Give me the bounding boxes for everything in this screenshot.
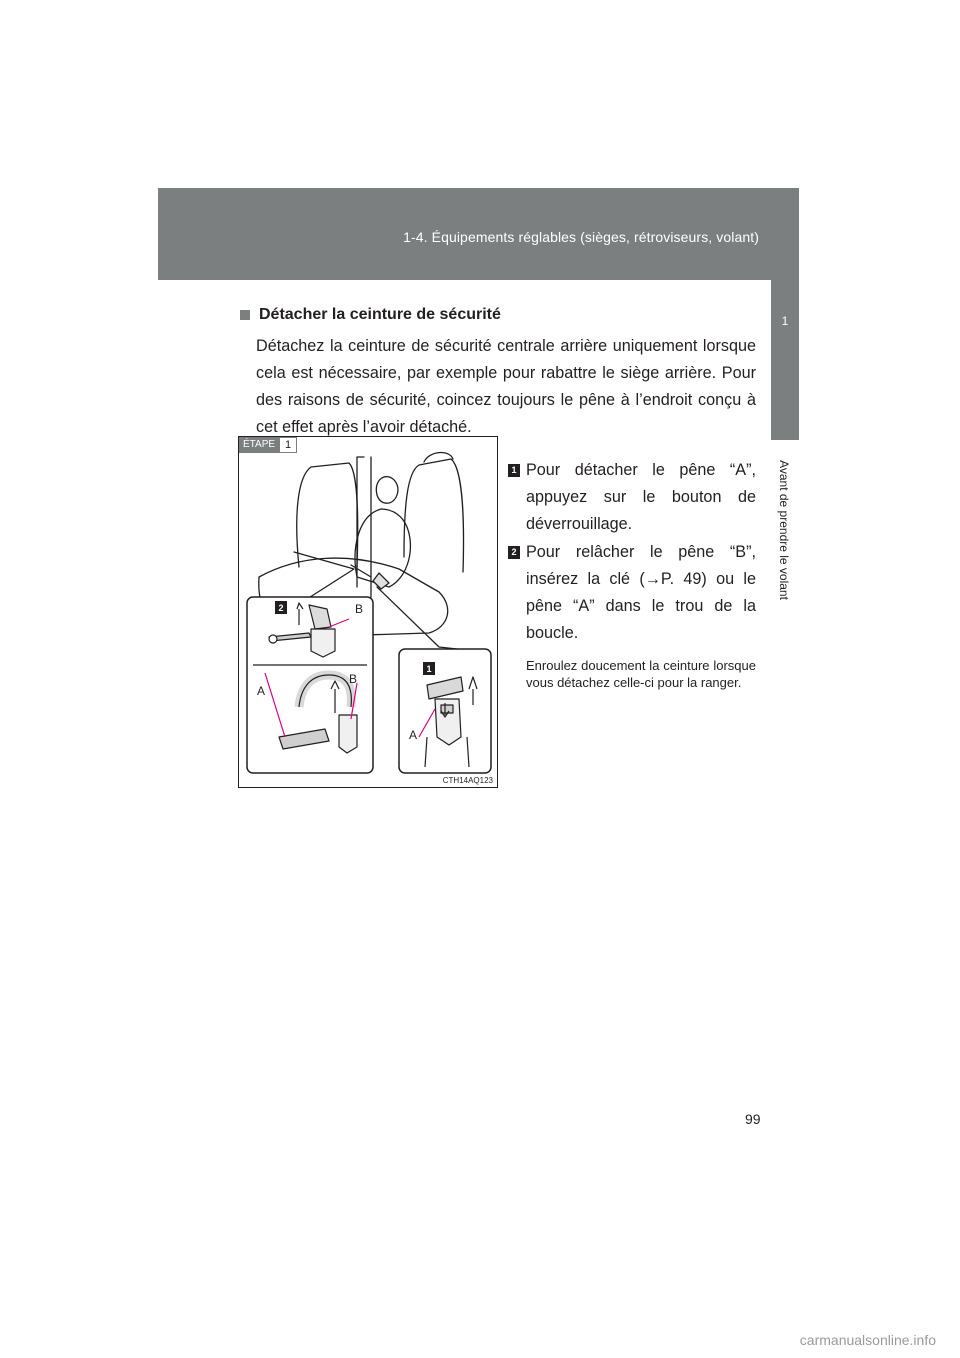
headrest-right xyxy=(424,453,453,462)
seat-drawing xyxy=(239,437,497,787)
section-title: 1-4. Équipements réglables (sièges, rétroviseurs, volant) xyxy=(403,229,759,245)
occupant-head xyxy=(376,477,398,504)
label-a-left: A xyxy=(257,684,266,698)
seat-back-left xyxy=(297,463,358,567)
label-b-top: B xyxy=(355,602,364,616)
step-number-marker: 2 xyxy=(508,546,520,559)
chapter-label: Avant de prendre le volant xyxy=(777,460,791,600)
heading-text: Détacher la ceinture de sécurité xyxy=(259,306,501,323)
chapter-number: 1 xyxy=(781,314,789,328)
occupant-torso xyxy=(355,509,410,587)
chapter-tab xyxy=(771,280,799,440)
label-a-inset1: A xyxy=(409,728,418,742)
subsection-heading xyxy=(240,306,501,324)
callout-2-text: 2 xyxy=(278,603,284,613)
note-text: Enroulez doucement la ceinture lorsque vous détachez celle-ci pour la ranger. xyxy=(526,658,756,690)
etape-label: ÉTAPE xyxy=(239,437,279,453)
watermark: carmanualsonline.info xyxy=(799,1332,936,1348)
section-header-band xyxy=(158,188,799,280)
step-item xyxy=(508,457,756,538)
intro-paragraph: Détachez la ceinture de sécurité centrale arrière uniquement lorsque cela est nécessaire, par exemple pour rabattre le siège arrière. Pour des raisons de sécurité, coincez toujours le pêne à l’endroit conçu à cet effet après l’avoir détaché. xyxy=(256,337,756,436)
page-number: 99 xyxy=(745,1111,761,1127)
seatbelt-illustration xyxy=(238,436,498,788)
seat-back-right xyxy=(404,459,464,572)
callout-1-text: 1 xyxy=(426,664,432,674)
label-b-bottom: B xyxy=(349,672,358,686)
etape-number: 1 xyxy=(279,437,297,453)
step-number-marker: 1 xyxy=(508,464,520,477)
step-item xyxy=(508,539,756,647)
steps-list xyxy=(508,457,756,691)
step-text: Pour relâcher le pêne “B”, insérez la clé (→P. 49) ou le pêne “A” dans le trou de la boucle. xyxy=(526,543,756,642)
heading-square-icon xyxy=(240,310,250,320)
figure-code: CTH14AQ123 xyxy=(442,776,493,785)
step-text: Pour détacher le pêne “A”, appuyez sur le bouton de déverrouillage. xyxy=(526,461,756,533)
